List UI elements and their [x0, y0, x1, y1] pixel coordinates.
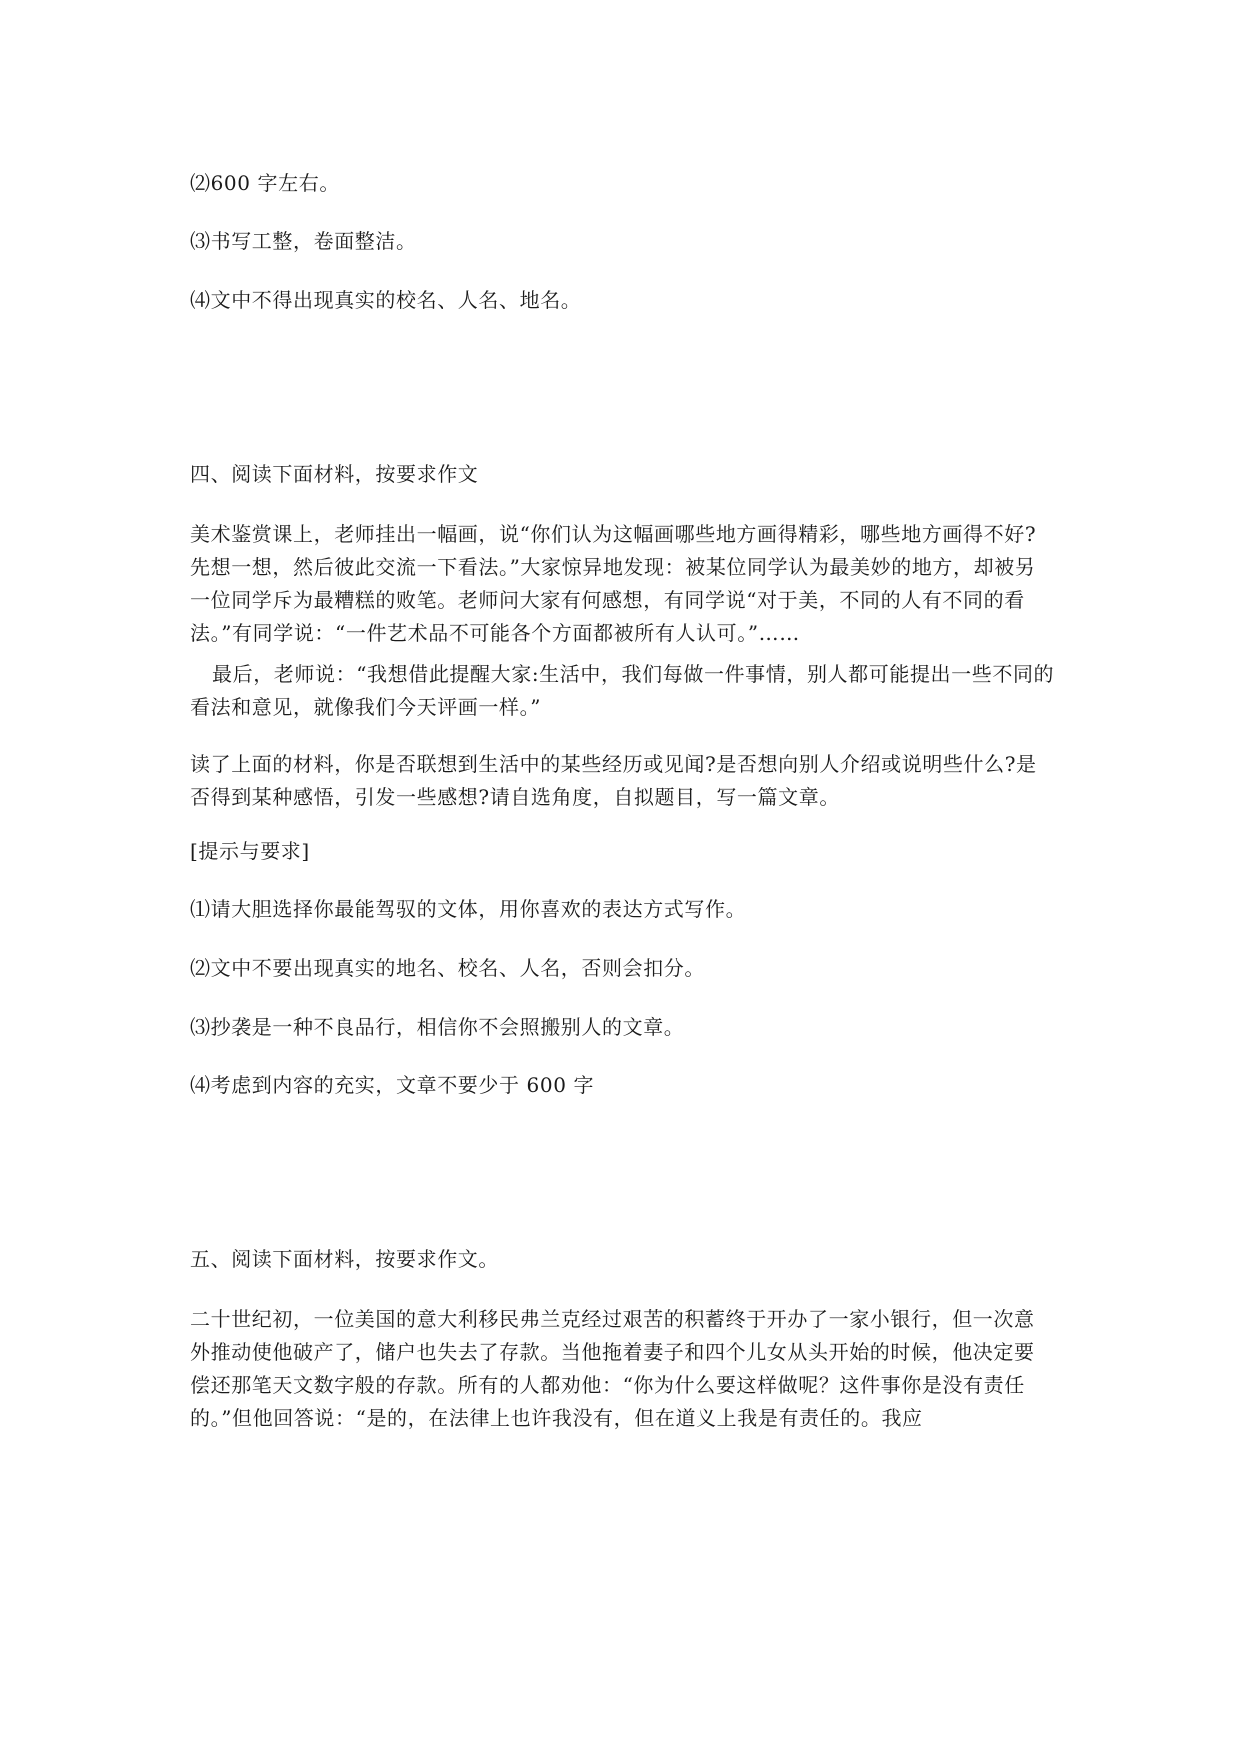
section-4-hint-title: [提示与要求]	[190, 839, 310, 863]
requirement-3-handwriting: ⑶书写工整，卷面整洁。	[190, 229, 417, 253]
section-4-requirement-2: ⑵文中不要出现真实的地名、校名、人名，否则会扣分。	[190, 956, 705, 980]
section-4-material-paragraph-2: 最后，老师说：“我想借此提醒大家:生活中，我们每做一件事情，别人都可能提出一些不同的看法和意见，就像我们今天评画一样。”	[190, 662, 1055, 719]
section-4-requirement-4: ⑷考虑到内容的充实，文章不要少于 600 字	[190, 1073, 595, 1097]
requirement-4-no-real-names: ⑷文中不得出现真实的校名、人名、地名。	[190, 288, 582, 312]
section-5-material-paragraph-1: 二十世纪初，一位美国的意大利移民弗兰克经过艰苦的积蓄终于开办了一家小银行，但一次意外推动使他破产了，储户也失去了存款。当他拖着妻子和四个儿女从头开始的时候，他决定要偿还那笔天文数字般的存款。所有的人都劝他：“你为什么要这样做呢？这件事你是没有责任的。”但他回答说：“是的，在法律上也许我没有，但在道义上我是有责任的。我应	[190, 1307, 1035, 1430]
section-5-heading: 五、阅读下面材料，按要求作文。	[190, 1247, 499, 1271]
section-4-heading: 四、阅读下面材料，按要求作文	[190, 462, 479, 486]
section-4-requirement-3: ⑶抄袭是一种不良品行，相信你不会照搬别人的文章。	[190, 1015, 685, 1039]
section-4-writing-prompt: 读了上面的材料，你是否联想到生活中的某些经历或见闻?是否想向别人介绍或说明些什么?是否得到某种感悟，引发一些感想?请自选角度，自拟题目，写一篇文章。	[190, 752, 1037, 809]
section-4-material-paragraph-1: 美术鉴赏课上，老师挂出一幅画，说“你们认为这幅画哪些地方画得精彩，哪些地方画得不好?先想一想，然后彼此交流一下看法。”大家惊异地发现：被某位同学认为最美妙的地方，却被另一位同学斥为最糟糕的败笔。老师问大家有何感想，有同学说“对于美，不同的人有不同的看法。”有同学说：“一件艺术品不可能各个方面都被所有人认可。”……	[190, 522, 1037, 645]
requirement-2-word-count: ⑵600 字左右。	[190, 171, 340, 195]
section-4-requirement-1: ⑴请大胆选择你最能驾驭的文体，用你喜欢的表达方式写作。	[190, 897, 747, 921]
